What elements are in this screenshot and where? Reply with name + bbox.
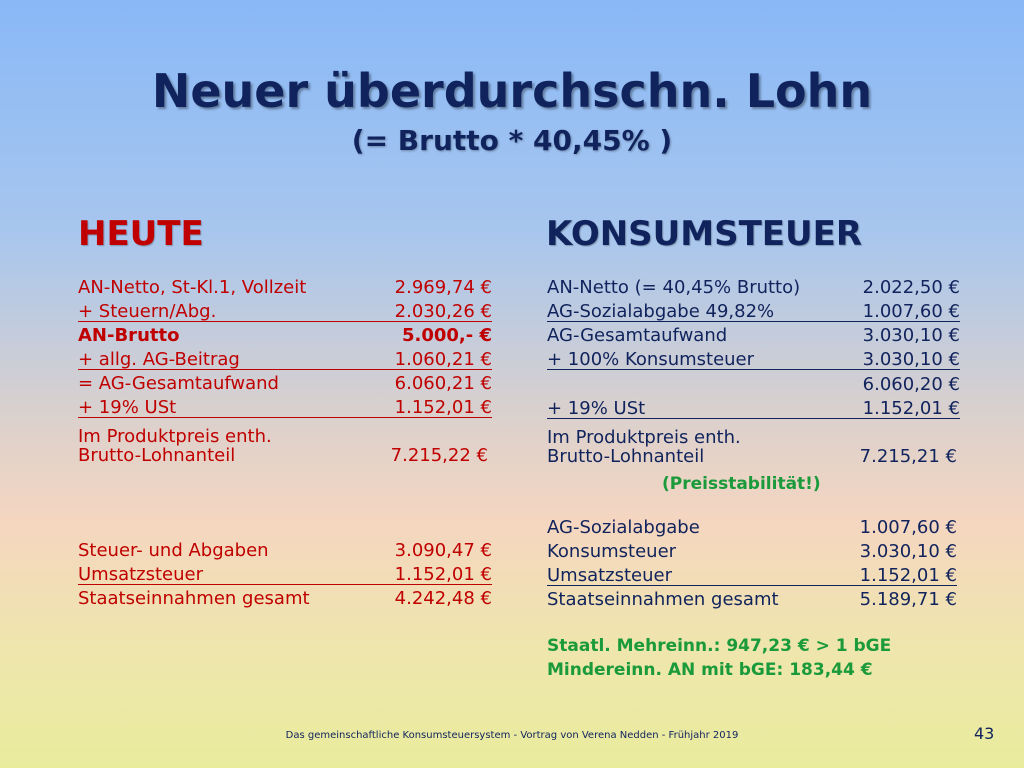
right-row <box>547 349 960 371</box>
right-produkt-line1: Im Produktpreis enth. <box>547 427 741 448</box>
row-label: + Steuern/Abg. <box>78 301 217 322</box>
slide-footer: Das gemeinschaftliche Konsumsteuersystem - Vortrag von Verena Nedden - Frühjahr 2019 <box>285 730 739 741</box>
row-label: + allg. AG-Beitrag <box>78 349 240 370</box>
row-label: Brutto-Lohnanteil <box>78 445 236 466</box>
row-underline <box>78 584 492 585</box>
right-total-row <box>547 565 957 587</box>
row-underline <box>547 418 960 419</box>
row-value: 5.000,- € <box>401 325 492 346</box>
row-value: 6.060,20 € <box>862 374 960 395</box>
row-value: 1.152,01 € <box>862 398 960 419</box>
row-value: 6.060,21 € <box>394 373 492 394</box>
row-value: 2.969,74 € <box>394 277 492 298</box>
row-value: 3.030,10 € <box>862 325 960 346</box>
slide-title: Neuer überdurchschn. Lohn <box>151 64 873 118</box>
row-value: 3.090,47 € <box>394 540 492 561</box>
row-label: AG-Sozialabgabe 49,82% <box>547 301 775 322</box>
row-label: AN-Netto (= 40,45% Brutto) <box>547 277 801 298</box>
row-value: 1.060,21 € <box>394 349 492 370</box>
row-label: Brutto-Lohnanteil <box>547 446 705 467</box>
slide-subtitle: (= Brutto * 40,45% ) <box>351 124 673 157</box>
row-value: 1.152,01 € <box>394 397 492 418</box>
left-row <box>78 301 492 323</box>
row-label: Staatseinnahmen gesamt <box>78 588 310 609</box>
left-total-row <box>78 540 492 562</box>
row-underline <box>78 369 492 370</box>
right-total-row <box>547 589 957 611</box>
row-label: Umsatzsteuer <box>78 564 204 585</box>
row-label: Konsumsteuer <box>547 541 677 562</box>
preis-note: (Preisstabilität!) <box>662 474 821 494</box>
left-row <box>78 445 488 467</box>
left-total-row <box>78 588 492 610</box>
row-label: Umsatzsteuer <box>547 565 673 586</box>
row-label: AG-Gesamtaufwand <box>547 325 728 346</box>
row-label: + 19% USt <box>78 397 177 418</box>
left-row <box>78 325 492 347</box>
row-value: 1.007,60 € <box>859 517 957 538</box>
left-produkt-line1: Im Produktpreis enth. <box>78 426 272 447</box>
row-label: AN-Brutto <box>78 325 180 346</box>
left-row <box>78 277 492 299</box>
left-total-row <box>78 564 492 586</box>
right-row <box>547 398 960 420</box>
row-label: Steuer- und Abgaben <box>78 540 269 561</box>
page-number: 43 <box>974 724 995 743</box>
right-row <box>547 374 960 396</box>
right-row <box>547 446 957 468</box>
row-value: 2.022,50 € <box>862 277 960 298</box>
row-underline <box>78 417 492 418</box>
conclusion-mehreinnahmen: Staatl. Mehreinn.: 947,23 € > 1 bGE <box>547 636 892 656</box>
row-label: + 19% USt <box>547 398 646 419</box>
row-value: 1.152,01 € <box>859 565 957 586</box>
row-underline <box>78 321 492 322</box>
row-value: 3.030,10 € <box>862 349 960 370</box>
row-value: 1.152,01 € <box>394 564 492 585</box>
row-label: Staatseinnahmen gesamt <box>547 589 779 610</box>
row-value: 2.030,26 € <box>394 301 492 322</box>
row-value: 4.242,48 € <box>394 588 492 609</box>
left-row <box>78 373 492 395</box>
row-value: 1.007,60 € <box>862 301 960 322</box>
row-label: = AG-Gesamtaufwand <box>78 373 279 394</box>
right-heading: KONSUMSTEUER <box>546 214 863 254</box>
row-underline <box>547 585 957 586</box>
row-label: AG-Sozialabgabe <box>547 517 700 538</box>
left-row <box>78 349 492 371</box>
row-value: 7.215,21 € <box>859 446 957 467</box>
left-heading: HEUTE <box>78 214 204 254</box>
row-value: 7.215,22 € <box>390 445 488 466</box>
right-total-row <box>547 517 957 539</box>
row-value: 3.030,10 € <box>859 541 957 562</box>
right-total-row <box>547 541 957 563</box>
row-label: + 100% Konsumsteuer <box>547 349 755 370</box>
row-underline <box>547 369 960 370</box>
row-underline <box>547 321 960 322</box>
right-row <box>547 277 960 299</box>
row-value: 5.189,71 € <box>859 589 957 610</box>
left-row <box>78 397 492 419</box>
row-label: AN-Netto, St-Kl.1, Vollzeit <box>78 277 307 298</box>
conclusion-mindereinnahmen: Mindereinn. AN mit bGE: 183,44 € <box>547 660 873 680</box>
right-row <box>547 325 960 347</box>
right-row <box>547 301 960 323</box>
